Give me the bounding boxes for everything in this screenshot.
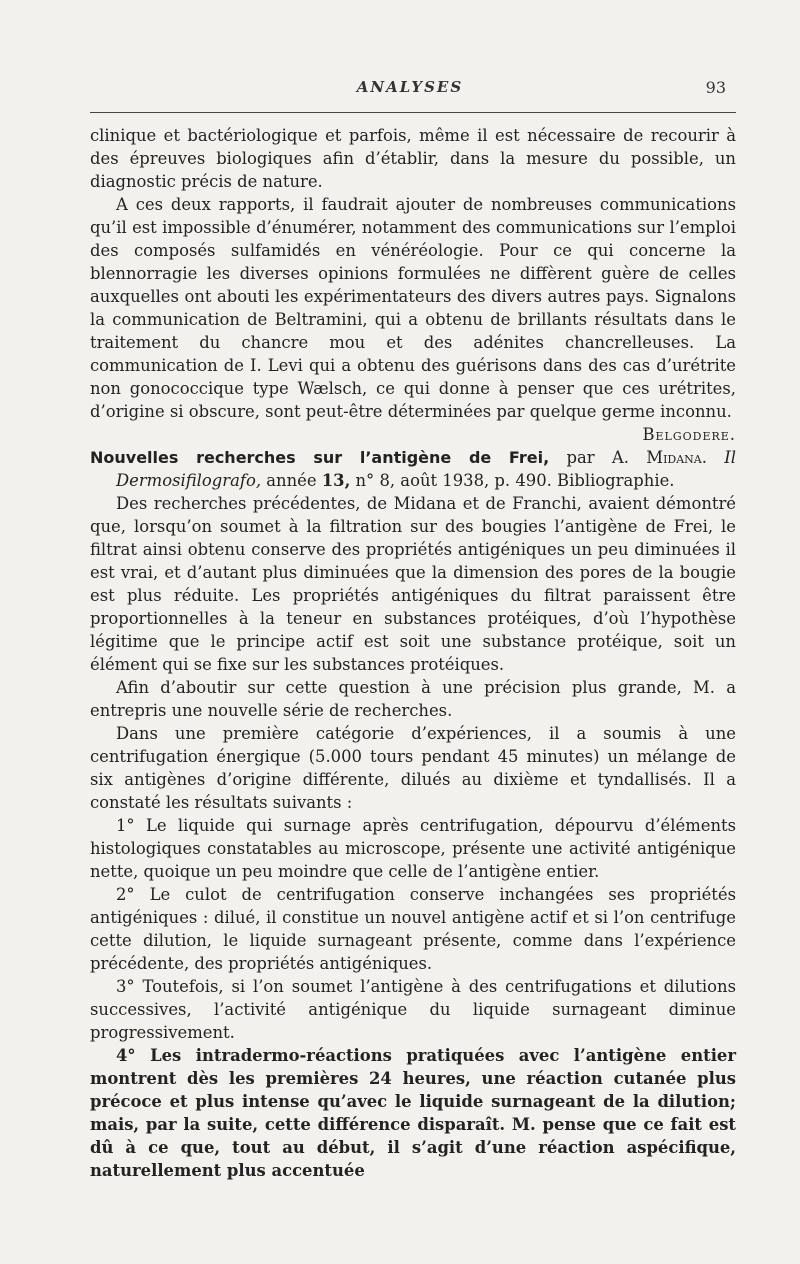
running-title: ANALYSES [356,78,464,96]
article-title: Nouvelles recherches sur l’antigène de Frei, [90,448,550,467]
paragraph: Dans une première catégorie d’expériences, il a soumis à une centrifugation énergique (5.000 tours pendant 45 minutes) un mélange de six antigènes d’origine différente, dilués au dixième et tyndallisés. Il a constaté les résultats suivants : [90,724,736,812]
list-item-2: 2° Le culot de centrifugation conserve inchangées ses propriétés antigéniques : dilué, il constitue un nouvel antigène actif et si l’on centrifuge cette dilution, le liquide surnageant présente, comme dans l’expérience précédente, des propriétés antigéniques. [90,885,736,973]
list-item-3: 3° Toutefois, si l’on soumet l’antigène à des centrifugations et dilutions successives, l’activité antigénique du liquide surnageant diminue progressivement. [90,977,736,1042]
text-body [90,124,736,1182]
article-year-label: année [266,471,317,490]
paragraph-continuation: clinique et bactériologique et parfois, même il est nécessaire de recourir à des épreuves biologiques afin d’établir, dans la mesure du possible, un diagnostic précis de nature. [90,126,736,191]
article-issue: n° 8, août 1938, p. 490. Bibliographie. [355,471,675,490]
paragraph: Afin d’aboutir sur cette question à une précision plus grande, M. a entrepris une nouvelle série de recherches. [90,678,736,720]
page-header [90,78,730,102]
page-number: 93 [705,78,726,97]
paragraph: Des recherches précédentes, de Midana et de Franchi, avaient démontré que, lorsqu’on soumet à la filtration sur des bougies l’antigène de Frei, le filtrat ainsi obtenu conserve des propriétés antigéniques un peu diminuées il est vrai, et d’autant plus diminuées que la dimension des pores de la bougie est plus réduite. Les propriétés antigéniques du filtrat paraissent être proportionnelles à la teneur en substances protéiques, d’où l’hypothèse légitime que le principe actif est soit une substance protéique, soit un élément qui se fixe sur les substances protéiques. [90,494,736,674]
article-by: par [566,448,595,467]
article-year-number: 13, [321,471,351,490]
list-item-4: 4° Les intradermo-réactions pratiquées avec l’antigène entier montrent dès les premières 24 heures, une réaction cutanée plus précoce et plus intense qu’avec le liquide surnageant de la dilution; mais, par la suite, cette différence disparaît. M. pense que ce fait est dû à ce que, tout au début, il s’agit d’une réaction aspécifique, naturellement plus accentuée [90,1046,736,1180]
article-journal: Il Dermosifilografo, [116,448,737,490]
header-rule [90,112,736,113]
article-heading [90,446,736,492]
list-item-1: 1° Le liquide qui surnage après centrifugation, dépourvu d’éléments histologiques constatables au microscope, présente une activité antigénique nette, quoique un peu moindre que celle de l’antigène entier. [90,816,736,881]
signature: Belgodere. [642,425,736,444]
article-author: A. Midana. [611,448,707,467]
paragraph: A ces deux rapports, il faudrait ajouter de nombreuses communications qu’il est impossible d’énumérer, notamment des communications sur l’emploi des composés sulfamidés en vénéréologie. Pour ce qui concerne la blennorragie les diverses opinions formulées ne diffèrent guère de celles auxquelles ont abouti les expérimentateurs des divers autres pays. Signalons la communication de Beltramini, qui a obtenu de brillants résultats dans le traitement du chancre mou et des adénites chancrelleuses. La communication de I. Levi qui a obtenu des guérisons dans des cas d’urétrite non gonococcique type Wælsch, ce qui donne à penser que ces urétrites, d’origine si obscure, sont peut-être déterminées par quelque germe inconnu. [90,195,736,421]
